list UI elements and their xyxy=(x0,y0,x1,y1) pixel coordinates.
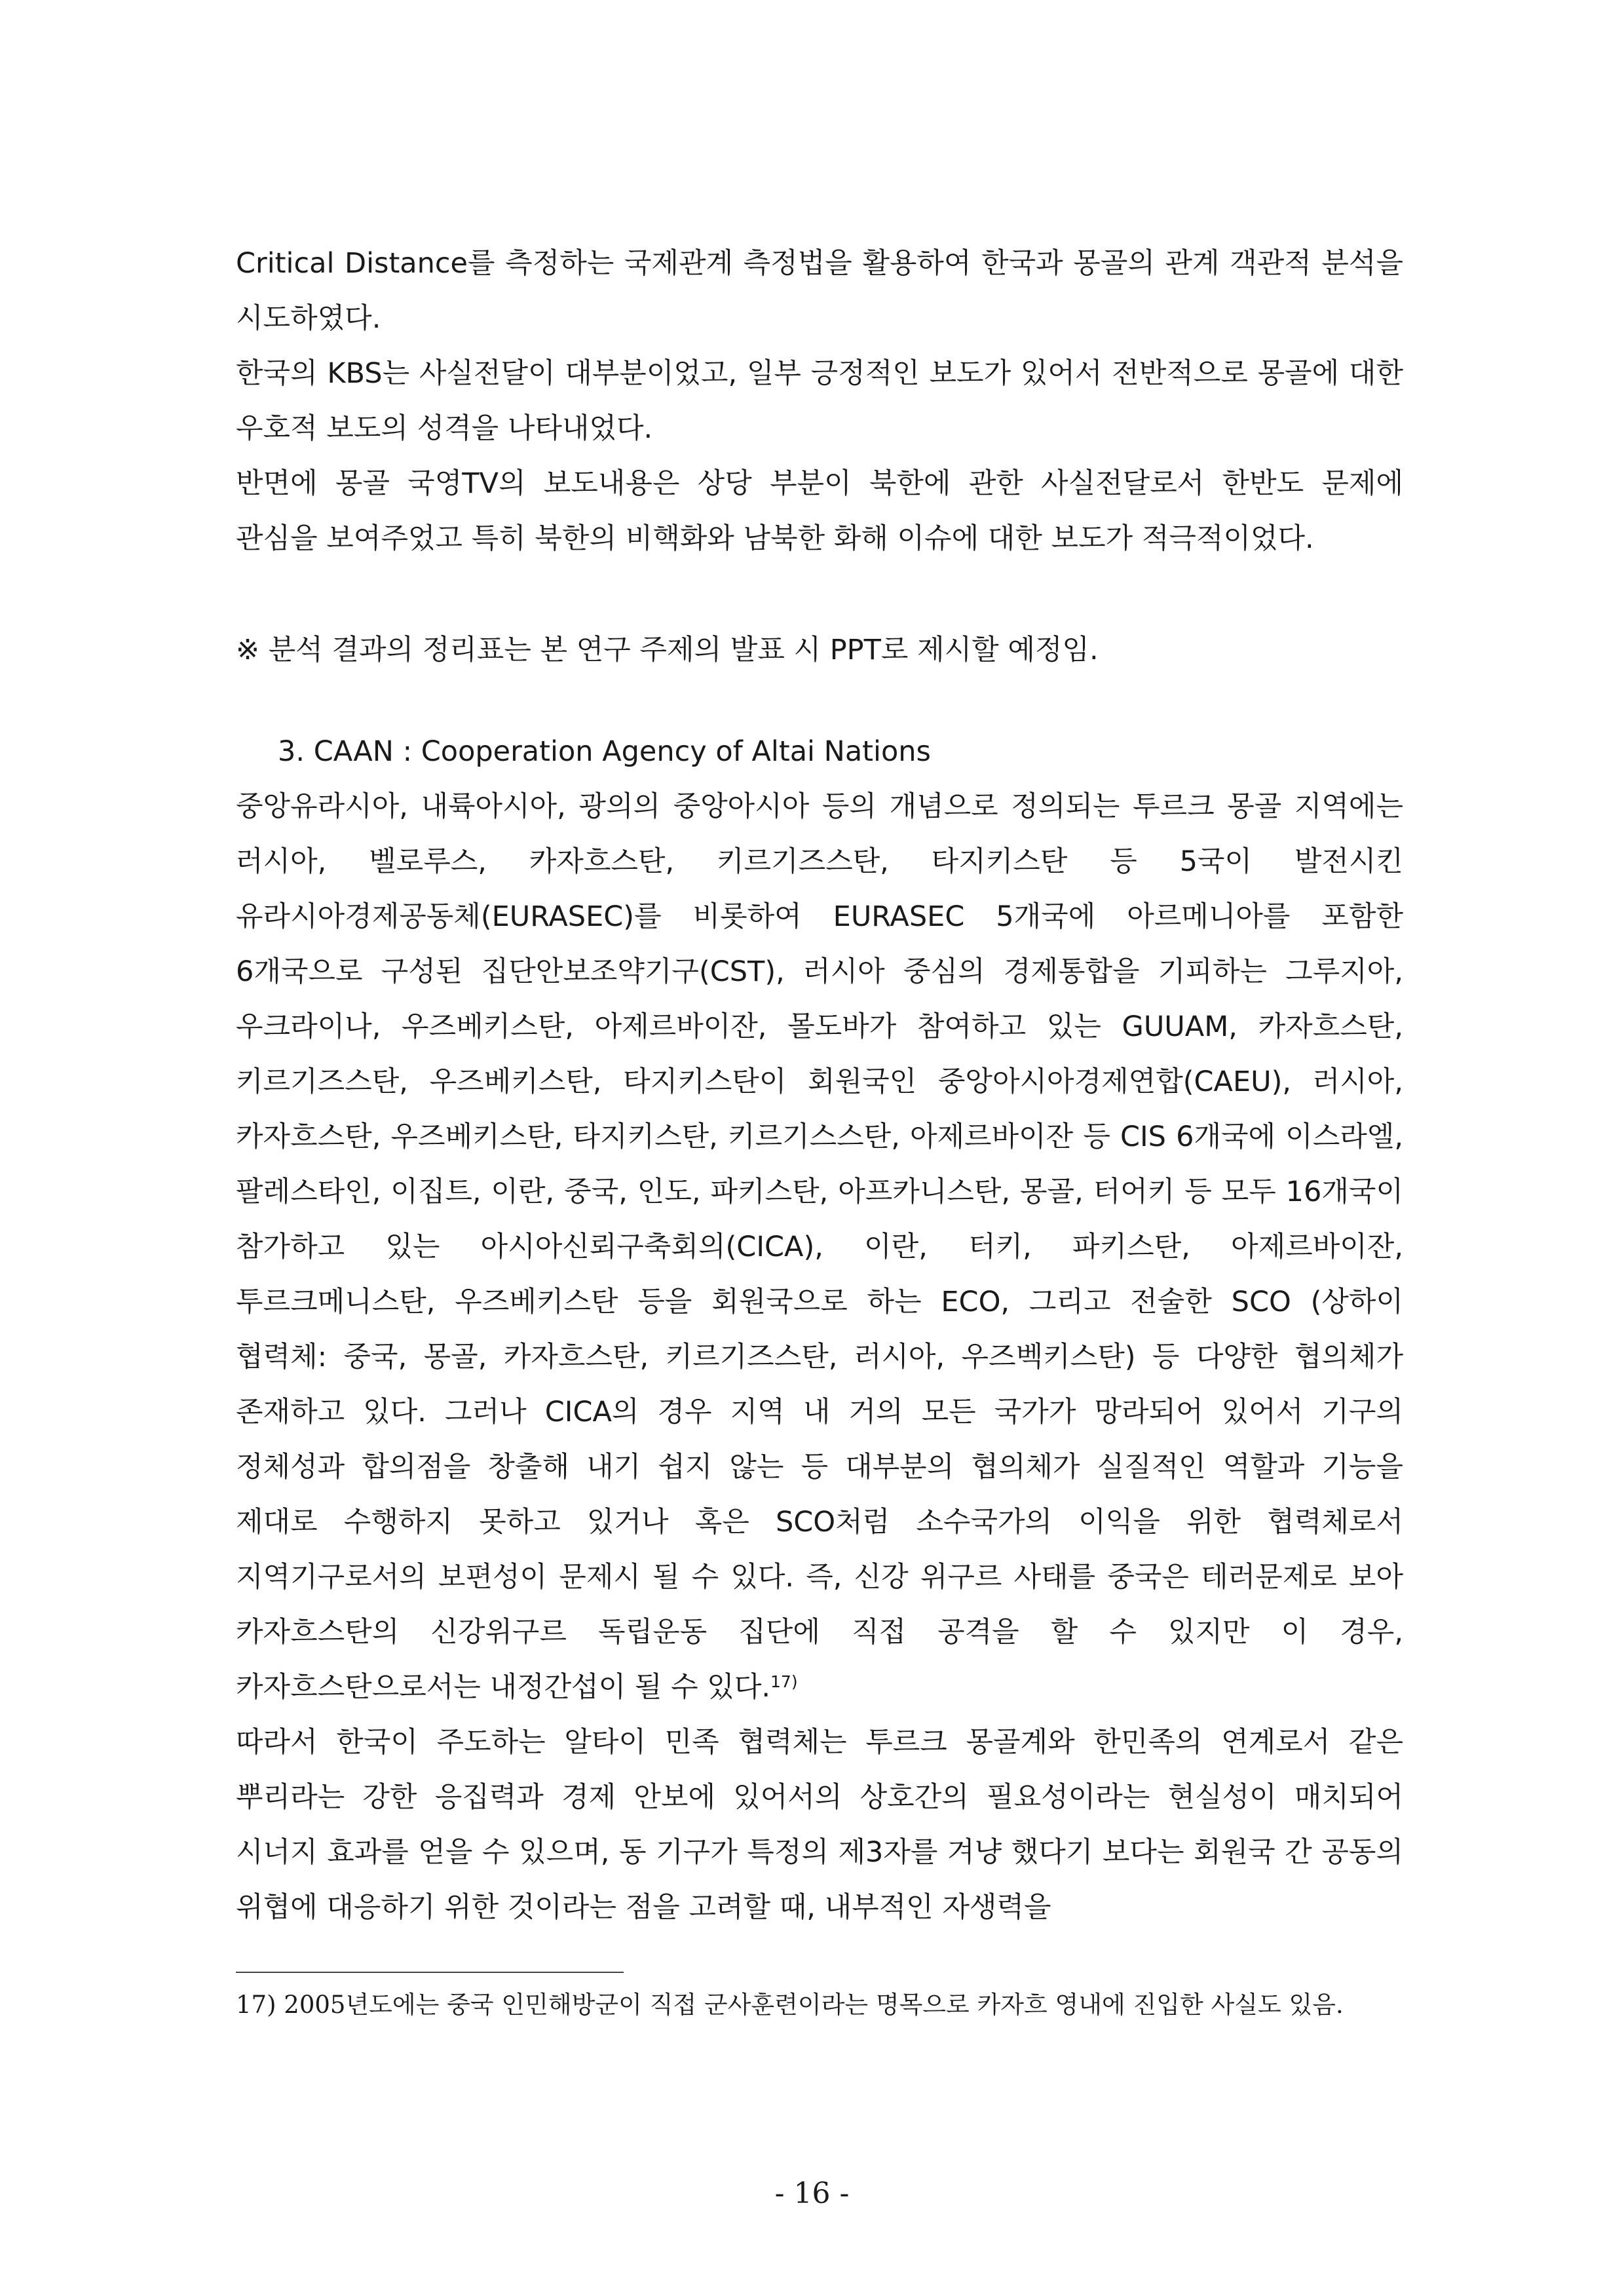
paragraph-critical-distance: Critical Distance를 측정하는 국제관계 측정법을 활용하여 한국과 몽골의 관계 객관적 분석을 시도하였다. xyxy=(236,247,1403,335)
paragraph-regional-organizations xyxy=(236,779,1403,1715)
footnote-reference[interactable]: 17) xyxy=(770,1672,798,1691)
section-caan xyxy=(236,724,1403,1935)
note-block xyxy=(236,622,1403,678)
paragraph-altai-cooperation: 따라서 한국이 주도하는 알타이 민족 협력체는 투르크 몽골계와 한민족의 연계로서 같은 뿌리라는 강한 응집력과 경제 안보에 있어서의 상호간의 필요성이라는 현실성이 매치되어 시너지 효과를 얻을 수 있으며, 동 기구가 특정의 제3자를 겨냥 했다기 보다는 회원국 간 공동의 위협에 대응하기 위한 것이라는 점을 고려할 때, 내부적인 자생력을 xyxy=(236,1726,1403,1924)
section-heading: 3. CAAN : Cooperation Agency of Altai Nations xyxy=(278,735,931,768)
page-number: - 16 - xyxy=(774,2177,850,2210)
footnote-17: 17) 2005년도에는 중국 인민해방군이 직접 군사훈련이라는 명목으로 카자흐 영내에 진입한 사실도 있음. xyxy=(236,1991,1344,2019)
paragraph-regional-organizations-text: 중앙유라시아, 내륙아시아, 광의의 중앙아시아 등의 개념으로 정의되는 투르크 몽골 지역에는 러시아, 벨로루스, 카자흐스탄, 키르기즈스탄, 타지키스탄 등 5국이 발전시킨 유라시아경제공동체(EURASEC)를 비롯하여 EURASEC 5개국에 아르메니아를 포함한 6개국으로 구성된 집단안보조약기구(CST), 러시아 중심의 경제통합을 기피하는 그루지아, 우크라이나, 우즈베키스탄, 아제르바이잔, 몰도바가 참여하고 있는 GUUAM, 카자흐스탄, 키르기즈스탄, 우즈베키스탄, 타지키스탄이 회원국인 중앙아시아경제연합(CAEU), 러시아, 카자흐스탄, 우즈베키스탄, 타지키스탄, 키르기스스탄, 아제르바이잔 등 CIS 6개국에 이스라엘, 팔레스타인, 이집트, 이란, 중국, 인도, 파키스탄, 아프카니스탄, 몽골, 터어키 등 모두 16개국이 참가하고 있는 아시아신뢰구축회의(CICA), 이란, 터키, 파키스탄, 아제르바이잔, 투르크메니스탄, 우즈베키스탄 등을 회원국으로 하는 ECO, 그리고 전술한 SCO (상하이 협력체: 중국, 몽골, 카자흐스탄, 키르기즈스탄, 러시아, 우즈벡키스탄) 등 다양한 협의체가 존재하고 있다. 그러나 CICA의 경우 지역 내 거의 모든 국가가 망라되어 있어서 기구의 정체성과 합의점을 창출해 내기 쉽지 않는 등 대부분의 협의체가 실질적인 역할과 기능을 제대로 수행하지 못하고 있거나 혹은 SCO처럼 소수국가의 이익을 위한 협력체로서 지역기구로서의 보편성이 문제시 될 수 있다. 즉, 신강 위구르 사태를 중국은 테러문제로 보아 카자흐스탄의 신강위구르 독립운동 집단에 직접 공격을 할 수 있지만 이 경우, 카자흐스탄으로서는 내정간섭이 될 수 있다. xyxy=(236,790,1403,1704)
analysis-note: ※ 분석 결과의 정리표는 본 연구 주제의 발표 시 PPT로 제시할 예정임. xyxy=(236,634,1099,666)
paragraph-kbs: 한국의 KBS는 사실전달이 대부분이었고, 일부 긍정적인 보도가 있어서 전반적으로 몽골에 대한 우호적 보도의 성격을 나타내었다. xyxy=(236,357,1403,445)
footnote-divider xyxy=(236,1972,624,1973)
paragraph-mongol-tv: 반면에 몽골 국영TV의 보도내용은 상당 부분이 북한에 관한 사실전달로서 한반도 문제에 관심을 보여주었고 특히 북한의 비핵화와 남북한 화해 이슈에 대한 보도가 적극적이었다. xyxy=(236,467,1403,555)
intro-paragraphs xyxy=(236,236,1403,566)
